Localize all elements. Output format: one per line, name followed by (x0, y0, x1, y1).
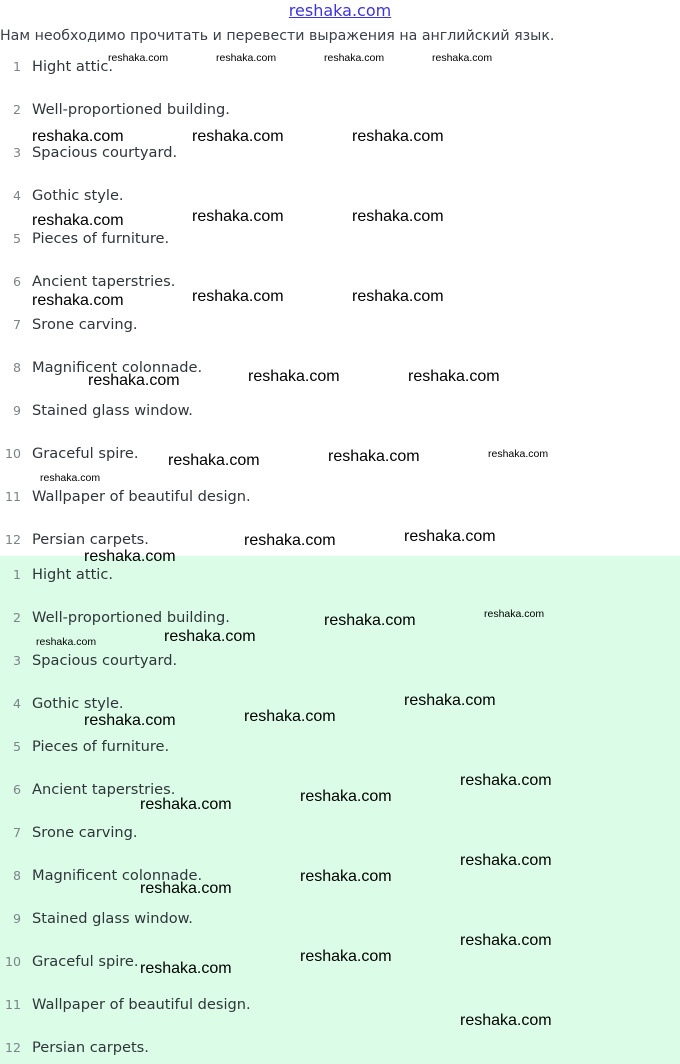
list-item (0, 56, 113, 78)
list-item (0, 908, 193, 930)
item-number: 9 (12, 403, 21, 418)
watermark: reshaka.com (404, 692, 496, 709)
list-item (0, 650, 177, 672)
item-number: 9 (12, 911, 21, 926)
watermark: reshaka.com (84, 712, 176, 729)
item-text: Hight attic. (32, 58, 114, 75)
item-text: Stained glass window. (32, 402, 193, 419)
watermark: reshaka.com (88, 372, 180, 389)
watermark: reshaka.com (460, 932, 552, 949)
list-item (0, 994, 251, 1016)
list-item (0, 486, 251, 508)
watermark: reshaka.com (108, 52, 169, 64)
list-item (0, 271, 175, 293)
item-text: Graceful spire. (32, 445, 139, 462)
item-number: 5 (12, 231, 21, 246)
watermark: reshaka.com (84, 548, 176, 565)
list-item (0, 951, 139, 973)
watermark: reshaka.com (32, 128, 124, 145)
watermark: reshaka.com (40, 472, 101, 484)
item-number: 8 (12, 360, 21, 375)
list-item (0, 736, 169, 758)
watermark: reshaka.com (140, 880, 232, 897)
item-number: 1 (12, 567, 21, 582)
watermark: reshaka.com (244, 708, 336, 725)
list-item (0, 314, 138, 336)
item-number: 8 (12, 868, 21, 883)
list-item (0, 400, 193, 422)
list-item (0, 185, 124, 207)
watermark: reshaka.com (328, 448, 420, 465)
watermark: reshaka.com (36, 636, 97, 648)
list-item (0, 99, 230, 121)
watermark: reshaka.com (168, 452, 260, 469)
item-text: Pieces of furniture. (32, 230, 170, 247)
item-text: Spacious courtyard. (32, 144, 178, 161)
watermark: reshaka.com (352, 288, 444, 305)
watermark: reshaka.com (140, 796, 232, 813)
watermark: reshaka.com (192, 128, 284, 145)
watermark: reshaka.com (300, 868, 392, 885)
item-text: Gothic style. (32, 695, 124, 712)
watermark: reshaka.com (32, 212, 124, 229)
watermark: reshaka.com (488, 448, 549, 460)
watermark: reshaka.com (248, 368, 340, 385)
item-text: Ancient taperstries. (32, 273, 176, 290)
watermark: reshaka.com (432, 52, 493, 64)
watermark: reshaka.com (352, 208, 444, 225)
watermark: reshaka.com (192, 208, 284, 225)
item-text: Persian carpets. (32, 1039, 149, 1056)
item-text: Pieces of furniture. (32, 738, 170, 755)
answer-block (0, 556, 680, 1064)
item-text: Wallpaper of beautiful design. (32, 996, 251, 1013)
item-number: 6 (12, 782, 21, 797)
item-number: 11 (4, 997, 21, 1012)
item-number: 6 (12, 274, 21, 289)
item-number: 10 (4, 446, 21, 461)
watermark: reshaka.com (300, 788, 392, 805)
task-instruction: Нам необходимо прочитать и перевести выражения на английский язык. (0, 28, 555, 44)
item-number: 4 (12, 188, 21, 203)
item-number: 7 (12, 825, 21, 840)
list-item (0, 443, 139, 465)
item-number: 3 (12, 145, 21, 160)
watermark: reshaka.com (460, 1012, 552, 1029)
watermark: reshaka.com (300, 948, 392, 965)
watermark: reshaka.com (164, 628, 256, 645)
list-item (0, 1037, 149, 1059)
watermark: reshaka.com (324, 52, 385, 64)
item-text: Magnificent colonnade. (32, 867, 203, 884)
item-number: 12 (4, 1040, 21, 1055)
item-text: Hight attic. (32, 566, 114, 583)
item-number: 2 (12, 102, 21, 117)
item-number: 5 (12, 739, 21, 754)
item-number: 12 (4, 532, 21, 547)
site-link[interactable]: reshaka.com (288, 1, 392, 20)
watermark: reshaka.com (244, 532, 336, 549)
watermark: reshaka.com (140, 960, 232, 977)
item-text: Spacious courtyard. (32, 652, 178, 669)
list-item (0, 607, 230, 629)
item-number: 1 (12, 59, 21, 74)
item-number: 3 (12, 653, 21, 668)
item-text: Well-proportioned building. (32, 609, 230, 626)
item-text: Gothic style. (32, 187, 124, 204)
item-number: 7 (12, 317, 21, 332)
item-text: Srone carving. (32, 316, 138, 333)
item-text: Wallpaper of beautiful design. (32, 488, 251, 505)
watermark: reshaka.com (404, 528, 496, 545)
item-number: 11 (4, 489, 21, 504)
item-text: Stained glass window. (32, 910, 193, 927)
watermark: reshaka.com (352, 128, 444, 145)
item-text: Well-proportioned building. (32, 101, 230, 118)
item-text: Ancient taperstries. (32, 781, 176, 798)
watermark: reshaka.com (192, 288, 284, 305)
watermark: reshaka.com (216, 52, 277, 64)
watermark: reshaka.com (32, 292, 124, 309)
item-text: Magnificent colonnade. (32, 359, 203, 376)
item-text: Persian carpets. (32, 531, 149, 548)
item-number: 4 (12, 696, 21, 711)
list-item (0, 822, 138, 844)
item-text: Srone carving. (32, 824, 138, 841)
watermark: reshaka.com (460, 772, 552, 789)
item-text: Graceful spire. (32, 953, 139, 970)
watermark: reshaka.com (484, 608, 545, 620)
list-item (0, 228, 169, 250)
list-item (0, 564, 113, 586)
item-number: 2 (12, 610, 21, 625)
watermark: reshaka.com (460, 852, 552, 869)
watermark: reshaka.com (408, 368, 500, 385)
watermark: reshaka.com (324, 612, 416, 629)
item-number: 10 (4, 954, 21, 969)
